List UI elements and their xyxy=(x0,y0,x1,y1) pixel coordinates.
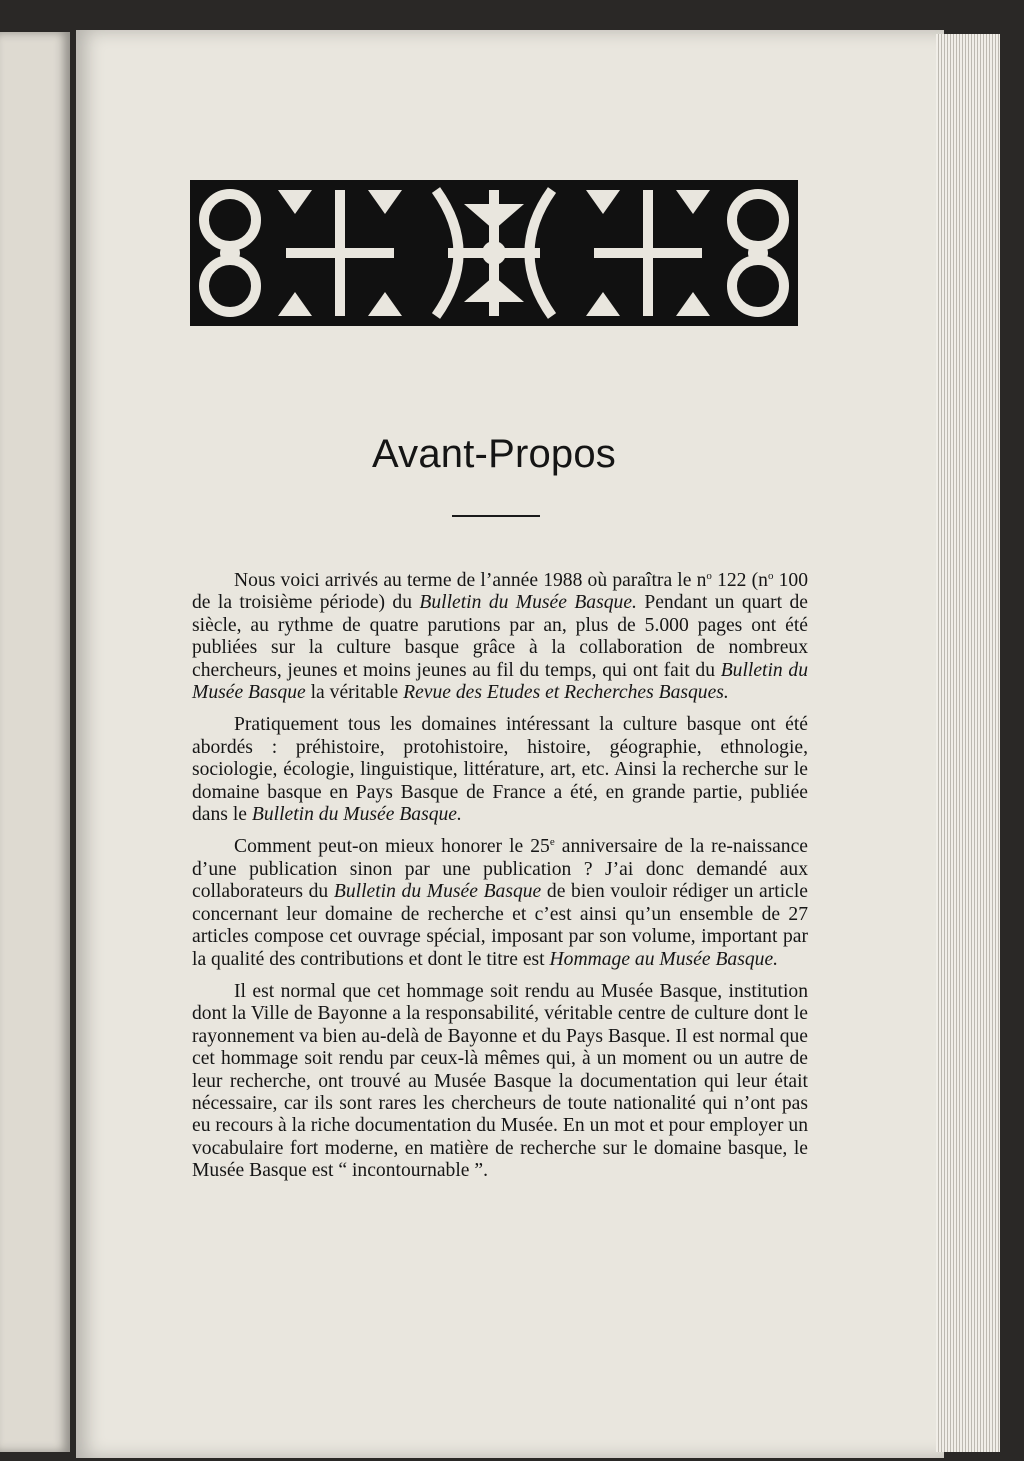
italic-title: Bulletin du Musée Basque. xyxy=(419,592,637,614)
facing-page-edge xyxy=(0,32,70,1452)
text-run: Il est normal que cet hommage soit rendu au Musée Basque, institution dont la Ville de Bayonne a la responsabilité, véritable centre de culture dont le rayonnement va bien au-delà de Bayonne et du Pays Basque. Il est normal que cet hommage soit rendu par ceux-là mêmes qui, à un moment ou un autre de leur recherche, ont trouvé au Musée Basque la documentation qui leur était nécessaire, car ils sont rares les chercheurs de toute nationalité qui n’ont pas eu recours à la riche documentation du Musée. En un mot et pour employer un vocabulaire fort moderne, en matière de recherche sur le domaine basque, le Musée Basque est “ incontournable ”. xyxy=(192,980,808,1182)
text-run: 100 de la troisième période) du xyxy=(192,570,809,614)
paragraph xyxy=(192,836,808,970)
text-run: Comment peut-on mieux honorer le 25 xyxy=(234,836,550,858)
page-title: Avant-Propos xyxy=(371,432,617,476)
paragraph xyxy=(192,570,808,704)
basque-ornament-band xyxy=(190,180,798,326)
superscript: o xyxy=(706,570,712,582)
italic-title: Hommage au Musée Basque. xyxy=(549,948,779,970)
italic-title: Revue des Etudes et Recherches Basques. xyxy=(403,682,729,704)
title-divider xyxy=(452,515,540,517)
text-run: Pendant un quart de siècle, au rythme de quatre parutions par an, plus de 5.000 pages ont été publiées sur la culture basque grâce à la collaboration de nombreux chercheurs, jeunes et moins jeunes au fil du temps, qui ont fait du xyxy=(192,592,808,681)
superscript: o xyxy=(767,570,774,582)
text-run: Nous voici arrivés au terme de l’année 1988 où paraîtra le n xyxy=(234,570,707,591)
italic-title: Bulletin du Musée Basque. xyxy=(251,804,462,826)
text-run: de bien vouloir rédiger un article concernant leur domaine de recherche et c’est ainsi qu’un ensemble de 27 articles compose cet ouvrage spécial, imposant par son volume, important par la qualité des contributions et dont le titre est xyxy=(192,881,808,970)
page-stack-edge xyxy=(936,34,1000,1452)
italic-title: Bulletin du Musée Basque xyxy=(192,659,808,704)
paragraph xyxy=(192,714,808,826)
italic-title: Bulletin du Musée Basque xyxy=(333,881,542,903)
superscript: e xyxy=(549,836,555,849)
body-text xyxy=(192,570,808,1193)
text-run: anniversaire de la re-naissance d’une publication sinon par une publication ? J’ai donc demandé aux collaborateurs du xyxy=(192,836,808,903)
paragraph xyxy=(192,981,808,1183)
text-run: la véritable xyxy=(305,682,404,704)
text-run: 122 (n xyxy=(711,570,768,591)
text-run: Pratiquement tous les domaines intéressant la culture basque ont été abordés : préhistoire, protohistoire, histoire, géographie, ethnologie, sociologie, écologie, linguistique, littérature, art, etc. Ainsi la recherche sur le domaine basque en Pays Basque de France a été, en grande partie, publiée dans le xyxy=(192,714,808,826)
